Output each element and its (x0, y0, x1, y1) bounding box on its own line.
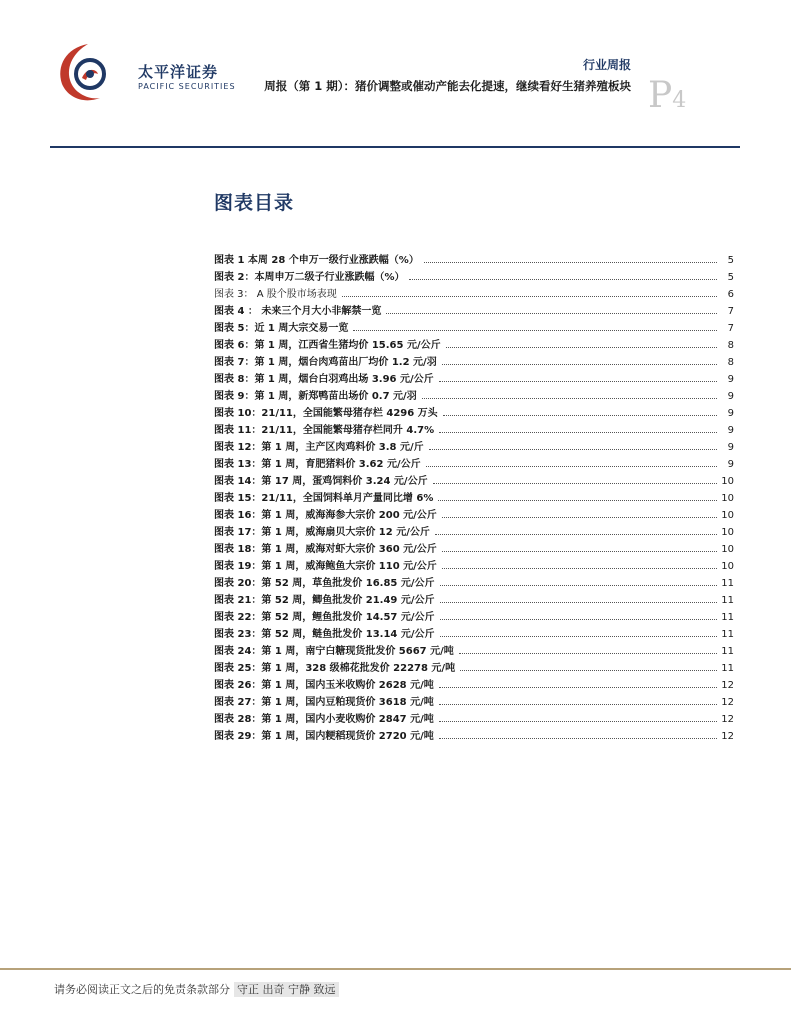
toc-entry[interactable] (214, 540, 734, 557)
toc-leader-dots (440, 625, 717, 637)
toc-entry-page: 11 (721, 595, 734, 606)
toc-entry[interactable] (214, 285, 734, 302)
toc-entry-label: 图表 15：21/11，全国饲料单月产量同比增 6% (214, 493, 434, 504)
toc-leader-dots (439, 710, 717, 722)
toc-entry-label: 图表 1 本周 28 个申万一级行业涨跌幅（%） (214, 255, 419, 266)
toc-entry-label: 图表 20：第 52 周，草鱼批发价 16.85 元/公斤 (214, 578, 435, 589)
toc-leader-dots (439, 693, 717, 705)
footer-divider (0, 968, 791, 970)
toc-entry-page: 11 (721, 663, 734, 674)
toc-entry-label: 图表 3： A 股个股市场表现 (214, 289, 337, 300)
toc-leader-dots (440, 608, 717, 620)
toc-entry[interactable] (214, 659, 734, 676)
toc-entry-page: 10 (721, 493, 734, 504)
brand-name-cn: 太平洋证券 (138, 63, 219, 81)
toc-entry-label: 图表 2：本周申万二级子行业涨跌幅（%） (214, 272, 405, 283)
toc-entry[interactable] (214, 523, 734, 540)
toc-entry-label: 图表 17：第 1 周，威海扇贝大宗价 12 元/公斤 (214, 527, 430, 538)
toc-entry-page: 8 (727, 357, 734, 368)
toc-entry-label: 图表 11：21/11，全国能繁母猪存栏同升 4.7% (214, 425, 435, 436)
toc-entry-label: 图表 21：第 52 周，鲫鱼批发价 21.49 元/公斤 (214, 595, 435, 606)
toc-leader-dots (433, 472, 717, 484)
toc-entry[interactable] (214, 336, 734, 353)
toc-entry-page: 9 (727, 374, 734, 385)
toc-entry[interactable] (214, 574, 734, 591)
toc-entry-page: 10 (721, 476, 734, 487)
toc-leader-dots (422, 387, 717, 399)
report-title: 周报（第 1 期）：猪价调整或催动产能去化提速，继续看好生猪养殖板块 (264, 79, 631, 93)
toc-entry-page: 11 (721, 646, 734, 657)
toc-entry-label: 图表 25：第 1 周，328 级棉花批发价 22278 元/吨 (214, 663, 456, 674)
toc-entry-page: 5 (727, 272, 734, 283)
toc-entry-label: 图表 22：第 52 周，鲤鱼批发价 14.57 元/公斤 (214, 612, 435, 623)
toc-entry-label: 图表 6：第 1 周，江西省生猪均价 15.65 元/公斤 (214, 340, 441, 351)
toc-entry[interactable] (214, 710, 734, 727)
toc-leader-dots (435, 523, 717, 535)
page-number-value: 4 (672, 88, 687, 113)
toc-entry-page: 12 (721, 731, 734, 742)
toc-entry[interactable] (214, 676, 734, 693)
toc-entry-page: 7 (727, 323, 734, 334)
toc-entry-label: 图表 12：第 1 周，主产区肉鸡料价 3.8 元/斤 (214, 442, 424, 453)
toc-entry-label: 图表 14：第 17 周，蛋鸡饲料价 3.24 元/公斤 (214, 476, 428, 487)
toc-entry-label: 图表 10：21/11，全国能繁母猪存栏 4296 万头 (214, 408, 438, 419)
toc-leader-dots (438, 489, 717, 501)
toc-entry[interactable] (214, 557, 734, 574)
toc-entry[interactable] (214, 489, 734, 506)
toc-leader-dots (439, 370, 717, 382)
toc-leader-dots (409, 268, 717, 280)
toc-entry-page: 9 (727, 442, 734, 453)
toc-entry[interactable] (214, 625, 734, 642)
toc-entry-page: 11 (721, 629, 734, 640)
toc-entry-page: 9 (727, 391, 734, 402)
toc-entry[interactable] (214, 693, 734, 710)
toc-entry-page: 11 (721, 612, 734, 623)
toc-entry-page: 10 (721, 561, 734, 572)
toc-leader-dots (424, 251, 717, 263)
toc-entry-label: 图表 7：第 1 周，烟台肉鸡苗出厂均价 1.2 元/羽 (214, 357, 437, 368)
company-logo (50, 40, 236, 100)
toc-entry[interactable] (214, 353, 734, 370)
toc-leader-dots (439, 727, 717, 739)
toc-entry[interactable] (214, 591, 734, 608)
toc-entry-page: 10 (721, 527, 734, 538)
toc-leader-dots (353, 319, 717, 331)
toc-entry[interactable] (214, 421, 734, 438)
toc-entry-label: 图表 24：第 1 周，南宁白糖现货批发价 5667 元/吨 (214, 646, 454, 657)
toc-entry[interactable] (214, 608, 734, 625)
page-number-prefix: P (648, 75, 673, 116)
toc-leader-dots (386, 302, 717, 314)
toc-entry[interactable] (214, 642, 734, 659)
toc-entry[interactable] (214, 472, 734, 489)
toc-leader-dots (429, 438, 717, 450)
toc-leader-dots (446, 336, 717, 348)
toc-entry-label: 图表 16：第 1 周，威海海参大宗价 200 元/公斤 (214, 510, 437, 521)
toc-entry-page: 12 (721, 714, 734, 725)
toc-leader-dots (443, 404, 717, 416)
toc-entry-page: 11 (721, 578, 734, 589)
toc-leader-dots (442, 557, 717, 569)
toc-entry-label: 图表 28：第 1 周，国内小麦收购价 2847 元/吨 (214, 714, 434, 725)
toc-entry-label: 图表 29：第 1 周，国内粳稻现货价 2720 元/吨 (214, 731, 434, 742)
toc-entry-label: 图表 23：第 52 周，鲢鱼批发价 13.14 元/公斤 (214, 629, 435, 640)
toc-entry-page: 6 (727, 289, 734, 300)
toc-leader-dots (460, 659, 717, 671)
toc-entry[interactable] (214, 455, 734, 472)
header-divider (50, 146, 740, 148)
toc-entry-page: 5 (727, 255, 734, 266)
footer-disclaimer: 请务必阅读正文之后的免责条款部分 (54, 983, 230, 996)
toc-entry[interactable] (214, 506, 734, 523)
toc-entry-label: 图表 5：近 1 周大宗交易一览 (214, 323, 349, 334)
toc-entry-label: 图表 26：第 1 周，国内玉米收购价 2628 元/吨 (214, 680, 434, 691)
toc-leader-dots (439, 421, 717, 433)
logo-mark-icon (50, 40, 130, 104)
toc-entry[interactable] (214, 387, 734, 404)
toc-entry-label: 图表 9：第 1 周，新郑鸭苗出场价 0.7 元/羽 (214, 391, 417, 402)
toc-entry-page: 12 (721, 697, 734, 708)
brand-name-en: PACIFIC SECURITIES (138, 82, 236, 91)
toc-entry[interactable] (214, 727, 734, 744)
toc-entry[interactable] (214, 404, 734, 421)
toc-entry-label: 图表 18：第 1 周，威海对虾大宗价 360 元/公斤 (214, 544, 437, 555)
toc-entry-page: 12 (721, 680, 734, 691)
toc-leader-dots (439, 676, 717, 688)
toc-entry-label: 图表 4 ： 未来三个月大小非解禁一览 (214, 306, 382, 317)
toc-entry-page: 10 (721, 510, 734, 521)
footer-motto: 守正 出奇 宁静 致远 (234, 982, 339, 997)
toc-leader-dots (442, 540, 717, 552)
toc-entry[interactable] (214, 251, 734, 268)
toc-entry-page: 7 (727, 306, 734, 317)
toc-entry[interactable] (214, 268, 734, 285)
toc-entry-page: 10 (721, 544, 734, 555)
toc-entry[interactable] (214, 438, 734, 455)
toc-entry-page: 9 (727, 459, 734, 470)
toc-entry-page: 8 (727, 340, 734, 351)
toc-list (214, 251, 734, 744)
toc-leader-dots (442, 353, 717, 365)
toc-leader-dots (342, 285, 717, 297)
toc-leader-dots (442, 506, 717, 518)
report-type: 行业周报 (582, 58, 631, 72)
toc-entry-label: 图表 13：第 1 周，育肥猪料价 3.62 元/公斤 (214, 459, 421, 470)
footer (54, 981, 339, 997)
page-number (648, 76, 686, 121)
toc-leader-dots (440, 574, 717, 586)
toc-entry-label: 图表 27：第 1 周，国内豆粕现货价 3618 元/吨 (214, 697, 434, 708)
toc-leader-dots (426, 455, 717, 467)
toc-title: 图表目录 (214, 192, 295, 214)
toc-entry[interactable] (214, 302, 734, 319)
toc-entry[interactable] (214, 370, 734, 387)
toc-entry-page: 9 (727, 408, 734, 419)
toc-entry-label: 图表 8：第 1 周，烟台白羽鸡出场 3.96 元/公斤 (214, 374, 434, 385)
toc-leader-dots (459, 642, 717, 654)
toc-leader-dots (440, 591, 717, 603)
toc-entry-page: 9 (727, 425, 734, 436)
toc-entry[interactable] (214, 319, 734, 336)
toc-entry-label: 图表 19：第 1 周，威海鲍鱼大宗价 110 元/公斤 (214, 561, 437, 572)
